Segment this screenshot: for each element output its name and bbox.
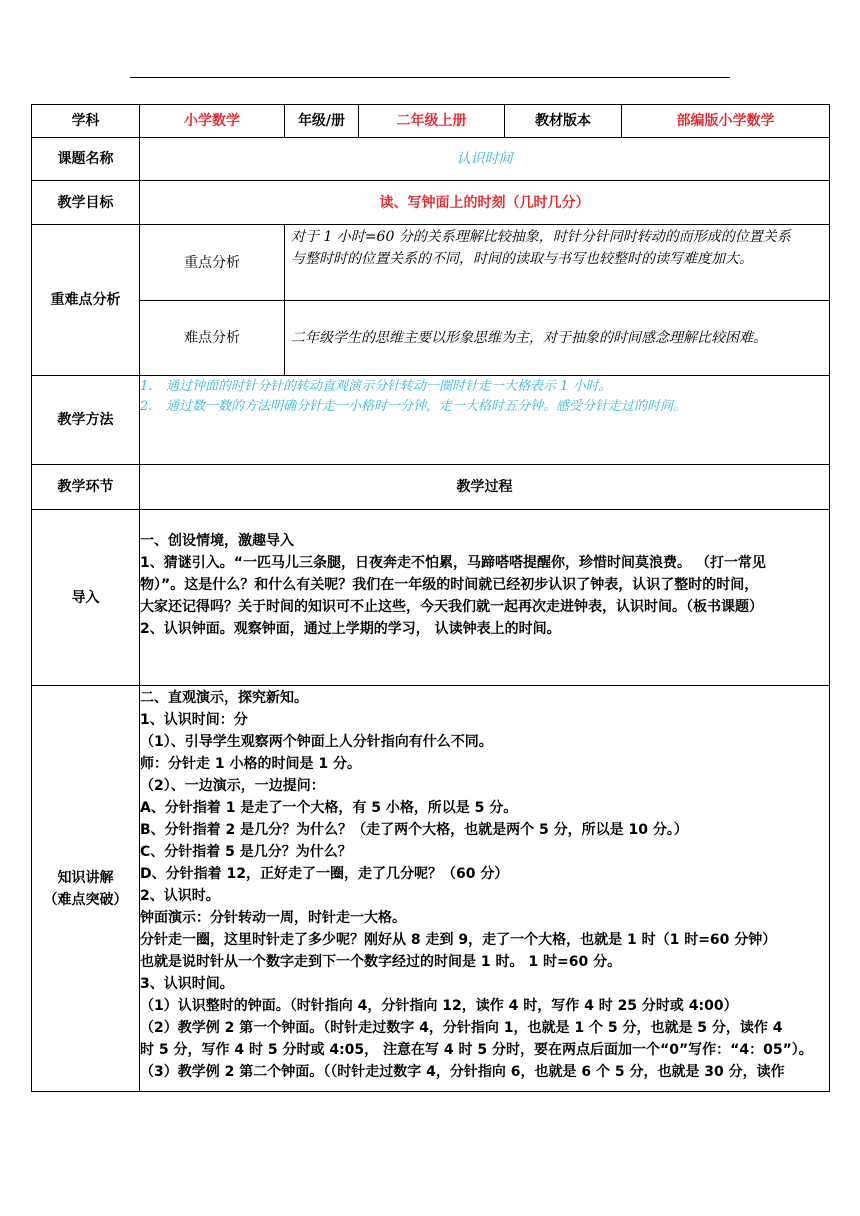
- method-text: 通过数一数的方法明确分针走一小格时一分钟，走一大格时五分钟。感受分针走过的时间。: [166, 399, 687, 414]
- knowledge-line: （2）、一边演示，一边提问：: [140, 778, 325, 794]
- grade-value: 二年级上册: [359, 105, 505, 138]
- topic-label: 课题名称: [32, 138, 140, 181]
- topic-row: [32, 138, 830, 181]
- knowledge-line: 时 5 分，写作 4 时 5 分时或 4:05， 注意在写 4 时 5 分时，要在两点后面加一个“0”写作：“4：05”）。: [140, 1042, 813, 1058]
- topic-value: 认识时间: [140, 138, 830, 181]
- knowledge-line: A、分针指着 1 是走了一个大格，有 5 小格，所以是 5 分。: [140, 800, 518, 816]
- knowledge-row: [32, 686, 830, 1092]
- lesson-plan-table: [31, 104, 830, 1092]
- knowledge-line: C、分针指着 5 是几分？为什么？: [140, 844, 352, 860]
- knowledge-line: （3）教学例 2 第二个钟面。（（时针走过数字 4，分针指向 6，也就是 6 个 5 分，也就是 30 分，读作: [140, 1064, 785, 1080]
- knowledge-line: （2）教学例 2 第一个钟面。（时针走过数字 4，分针指向 1，也就是 1 个 5 分，也就是 5 分，读作 4: [140, 1020, 783, 1036]
- method-item: [140, 397, 829, 417]
- knowledge-line: 分针走一圈，这里时针走了多少呢？刚好从 8 走到 9，走了一个大格，也就是 1 时（1 时=60 分钟）: [140, 932, 777, 948]
- knowledge-line: 2、认识时。: [140, 888, 220, 904]
- intro-line: 一、创设情境，激趣导入: [140, 533, 294, 549]
- key-analysis-line: 与整时时的位置关系的不同，时间的读取与书写也较整时的读写难度加大。: [291, 251, 753, 267]
- knowledge-line: 1、认识时间：分: [140, 712, 248, 728]
- knowledge-line: （1）、引导学生观察两个钟面上人分针指向有什么不同。: [140, 734, 493, 750]
- intro-line: 1、猜谜引入。“一匹马儿三条腿，日夜奔走不怕累，马蹄嗒嗒提醒你，珍惜时间莫浪费。 （打一常见: [140, 555, 766, 571]
- methods-row: [32, 376, 830, 465]
- key-analysis-line: 对于 1 小时=60 分的关系理解比较抽象，时针分针同时转动的而形成的位置关系: [291, 229, 791, 245]
- intro-line: 2、认识钟面。观察钟面，通过上学期的学习， 认读钟表上的时间。: [140, 621, 561, 637]
- method-item: [140, 377, 829, 397]
- knowledge-content: [140, 686, 830, 1092]
- intro-line: 大家还记得吗？关于时间的知识可不止这些，今天我们就一起再次走进钟表，认识时间。（板书课题）: [140, 599, 763, 615]
- grade-label: 年级/册: [285, 105, 359, 138]
- objective-row: [32, 181, 830, 225]
- method-number: 1.: [140, 379, 153, 394]
- knowledge-line: 钟面演示：分针转动一周，时针走一大格。: [140, 910, 406, 926]
- difficulty-analysis-text: 二年级学生的思维主要以形象思维为主，对于抽象的时间感念理解比较困难。: [285, 301, 830, 376]
- key-analysis-label: 重点分析: [140, 225, 285, 301]
- method-text: 通过钟面的时针分针的转动直观演示分针转动一圈时针走一大格表示 1 小时。: [166, 379, 612, 394]
- subject-label: 学科: [32, 105, 140, 138]
- header-rule: [130, 77, 730, 78]
- analysis-label: 重难点分析: [32, 225, 140, 376]
- difficulty-analysis-label: 难点分析: [140, 301, 285, 376]
- knowledge-line: 师：分针走 1 小格的时间是 1 分。: [140, 756, 361, 772]
- knowledge-line: 也就是说时针从一个数字走到下一个数字经过的时间是 1 时。 1 时=60 分。: [140, 954, 622, 970]
- knowledge-line: 二、直观演示，探究新知。: [140, 690, 308, 706]
- objective-label: 教学目标: [32, 181, 140, 225]
- stage-row: [32, 465, 830, 510]
- difficulty-analysis-row: [32, 301, 830, 376]
- edition-value: 部编版小学数学: [622, 105, 830, 138]
- key-analysis-text: [285, 225, 830, 301]
- knowledge-line: （1）认识整时的钟面。（时针指向 4，分针指向 12，读作 4 时，写作 4 时 25 分时或 4:00）: [140, 998, 738, 1014]
- methods-label: 教学方法: [32, 376, 140, 465]
- key-analysis-row: [32, 225, 830, 301]
- knowledge-label-line: （难点突破）: [43, 891, 128, 908]
- objective-value: 读、写钟面上的时刻（几时几分）: [140, 181, 830, 225]
- intro-content: [140, 510, 830, 686]
- intro-row: [32, 510, 830, 686]
- knowledge-line: D、分针指着 12，正好走了一圈，走了几分呢？（60 分）: [140, 866, 509, 882]
- knowledge-line: 3、认识时间。: [140, 976, 234, 992]
- knowledge-label-line: 知识讲解: [57, 869, 114, 886]
- stage-value: 教学过程: [140, 465, 830, 510]
- method-number: 2.: [140, 399, 153, 414]
- subject-value: 小学数学: [140, 105, 285, 138]
- methods-list: [140, 376, 830, 465]
- knowledge-label: [32, 686, 140, 1092]
- intro-label: 导入: [32, 510, 140, 686]
- knowledge-line: B、分针指着 2 是几分？为什么？（走了两个大格，也就是两个 5 分，所以是 10 分。）: [140, 822, 688, 838]
- intro-line: 物）”。这是什么？和什么有关呢？我们在一年级的时间就已经初步认识了钟表，认识了整时的时间，: [140, 577, 759, 593]
- edition-label: 教材版本: [505, 105, 622, 138]
- subject-row: [32, 105, 830, 138]
- stage-label: 教学环节: [32, 465, 140, 510]
